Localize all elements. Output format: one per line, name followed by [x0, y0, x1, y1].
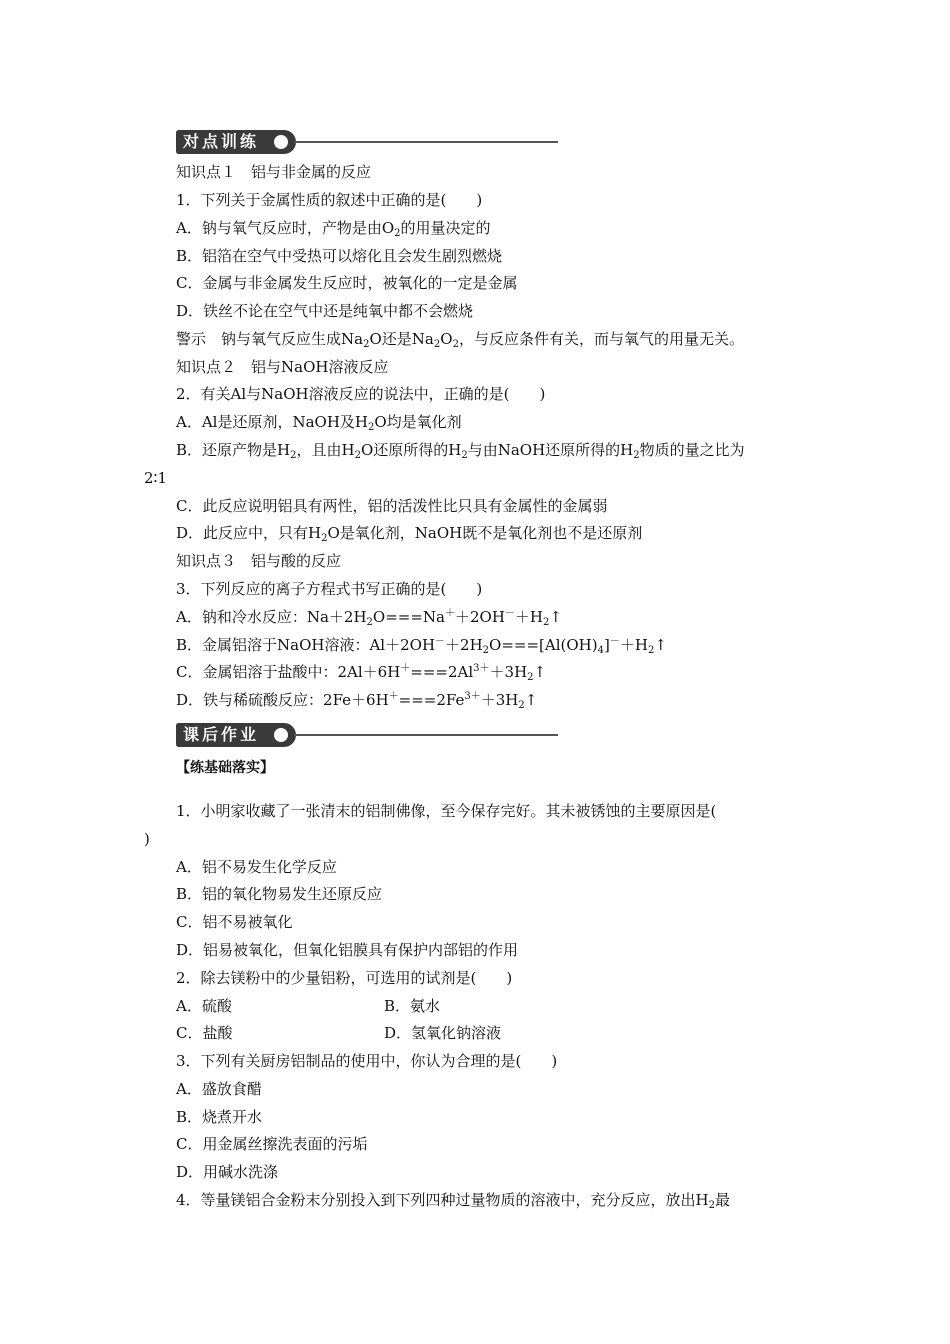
bullet-dot-icon: [274, 728, 288, 742]
homework-1-stem: 1．小明家收藏了一张清末的铝制佛像，至今保存完好。其未被锈蚀的主要原因是(: [176, 802, 717, 820]
homework-3-option-a: A．盛放食醋: [176, 1080, 262, 1098]
question-2-option-a: A．Al是还原剂，NaOH及$H_2O$均是氧化剂: [176, 413, 462, 433]
question-3-option-a: A．钠和冷水反应：$Na+2H_2O===Na^++2OH^-+H_2↑$: [176, 608, 562, 628]
question-1-option-b: B．铝箔在空气中受热可以熔化且会发生剧烈燃烧: [176, 247, 503, 265]
homework-1-option-d: D．铝易被氧化，但氧化铝膜具有保护内部铝的作用: [176, 941, 519, 959]
homework-2-option-b: B．氨水: [384, 997, 441, 1015]
homework-1-option-b: B．铝的氧化物易发生还原反应: [176, 885, 383, 903]
question-3-option-b: B．金属铝溶于NaOH溶液：$Al+2OH^-+2H_2O===[Al(OH)_4]^-+H_2↑$: [176, 636, 667, 656]
question-2-option-b: B．还原产物是$H_2$，且由$H_2O$还原所得的$H_2$与由NaOH还原所得的$H_2$物质的量之比为: [176, 441, 745, 461]
question-3-option-d: D．铁与稀硫酸反应：$2Fe+6H^+===2Fe^{3+}+3H_2↑$: [176, 691, 538, 711]
homework-3-option-c: C．用金属丝擦洗表面的污垢: [176, 1135, 368, 1153]
section-rule: [294, 141, 558, 143]
homework-2-stem: 2．除去镁粉中的少量铝粉，可选用的试剂是( ): [176, 969, 513, 987]
section-tab: [176, 723, 296, 747]
knowledge-point-2: 知识点２ 铝与NaOH溶液反应: [176, 358, 389, 376]
question-1-option-c: C．金属与非金属发生反应时，被氧化的一定是金属: [176, 274, 518, 292]
homework-1-option-a: A．铝不易发生化学反应: [176, 858, 337, 876]
question-3-stem: 3．下列反应的离子方程式书写正确的是( ): [176, 580, 483, 598]
section-title: 课后作业: [183, 725, 260, 744]
question-1-option-d: D．铁丝不论在空气中还是纯氧中都不会燃烧: [176, 302, 474, 320]
homework-3-option-d: D．用碱水洗涤: [176, 1163, 279, 1181]
homework-2-option-d: D．氢氧化钠溶液: [384, 1024, 502, 1042]
section-header-practice: [176, 130, 558, 154]
question-1-option-a: A．钠与氧气反应时，产物是由$O_2$的用量决定的: [176, 219, 491, 239]
question-2-option-b-continued: 2∶1: [144, 469, 167, 487]
homework-2-option-c: C．盐酸: [176, 1024, 233, 1042]
homework-3-option-b: B．烧煮开水: [176, 1108, 263, 1126]
section-rule: [294, 734, 558, 736]
practice-heading: 【练基础落实】: [176, 760, 274, 776]
homework-3-stem: 3．下列有关厨房铝制品的使用中，你认为合理的是( ): [176, 1052, 558, 1070]
section-title: 对点训练: [183, 132, 260, 151]
question-2-stem: 2．有关Al与NaOH溶液反应的说法中，正确的是( ): [176, 385, 546, 403]
homework-1-option-c: C．铝不易被氧化: [176, 913, 293, 931]
knowledge-point-1: 知识点１ 铝与非金属的反应: [176, 163, 372, 181]
section-tab: [176, 130, 296, 154]
warning-note: 警示 钠与氧气反应生成$Na_2O$还是$Na_2O_2$，与反应条件有关，而与氧气的用量无关。: [176, 330, 744, 350]
homework-4-stem: 4．等量镁铝合金粉末分别投入到下列四种过量物质的溶液中，充分反应，放出$H_2$最: [176, 1191, 731, 1211]
question-3-option-c: C．金属铝溶于盐酸中：$2Al+6H^+===2Al^{3+}+3H_2↑$: [176, 663, 547, 683]
homework-1-stem-continued: ): [144, 830, 150, 848]
section-header-homework: [176, 723, 558, 747]
question-1-stem: 1．下列关于金属性质的叙述中正确的是( ): [176, 191, 483, 209]
question-2-option-c: C．此反应说明铝具有两性，铝的活泼性比只具有金属性的金属弱: [176, 497, 608, 515]
knowledge-point-3: 知识点３ 铝与酸的反应: [176, 552, 342, 570]
homework-2-option-a: A．硫酸: [176, 997, 232, 1015]
bullet-dot-icon: [274, 135, 288, 149]
question-2-option-d: D．此反应中，只有$H_2O$是氧化剂，NaOH既不是氧化剂也不是还原剂: [176, 524, 643, 544]
